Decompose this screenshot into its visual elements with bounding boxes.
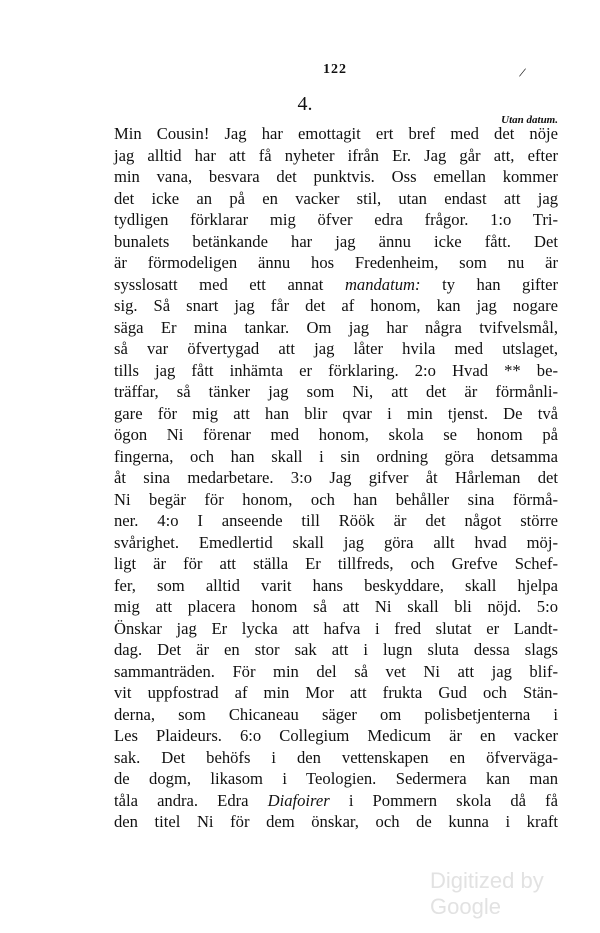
text-line (114, 188, 558, 210)
text-line (114, 209, 558, 231)
text-line (114, 274, 558, 296)
margin-mark: / (517, 65, 527, 82)
text-line (114, 123, 558, 145)
text-line-content: säga Er mina tankar. Om jag har några tvifvelsmål, (114, 317, 558, 337)
text-line (114, 618, 558, 640)
text-line-content: Önskar jag Er lycka att hafva i fred slutat er Landt- (114, 618, 558, 638)
text-line-content: sig. Så snart jag får det af honom, kan jag nogare (114, 296, 558, 315)
text-line (114, 747, 558, 769)
text-line-content: gare för mig att han blir qvar i min tjenst. De två (114, 403, 558, 423)
text-line (114, 811, 558, 833)
text-line-content: mig att placera honom så att Ni skall bli nöjd. 5:o (114, 597, 558, 616)
text-line (114, 553, 558, 575)
text-line (114, 145, 558, 167)
text-line (114, 510, 558, 532)
text-line (114, 446, 558, 468)
text-line-content: tydligen förklarar mig öfver edra frågor. 1:o Tri- (114, 210, 558, 229)
text-line-content: dag. Det är en stor sak att i lugn sluta dessa slags (114, 640, 558, 659)
text-line-content: sammanträden. För min del så vet Ni att jag blif- (114, 661, 558, 681)
text-line-content: åt sina medarbetare. 3:o Jag gifver åt Hårleman det (114, 468, 558, 487)
text-line-content: bunalets betänkande har jag ännu icke fått. Det (114, 231, 558, 251)
text-line-content: ligt är för att ställa Er tillfreds, och Grefve Schef- (114, 554, 558, 573)
text-line (114, 790, 558, 812)
text-line-content: tills jag fått inhämta er förklaring. 2:o Hvad ** be- (114, 360, 558, 380)
text-line-content: är förmodeligen ännu hos Fredenheim, som nu är (114, 253, 558, 272)
text-line (114, 317, 558, 339)
text-line-content: fingerna, och han skall i sin ordning göra detsamma (114, 446, 558, 466)
text-line (114, 768, 558, 790)
text-line (114, 596, 558, 618)
date-note: Utan datum. (501, 114, 558, 126)
text-line (114, 467, 558, 489)
text-line-content: tåla andra. Edra Diafoirer i Pommern skola då få (114, 790, 558, 810)
text-line (114, 725, 558, 747)
text-line-content: det icke an på en vacker stil, utan endast att jag (114, 188, 558, 208)
text-line-content: ner. 4:o I anseende till Röök är det något större (114, 511, 558, 530)
text-line-content: sysslosatt med ett annat mandatum: ty han gifter (114, 274, 558, 294)
text-line (114, 575, 558, 597)
text-line (114, 231, 558, 253)
text-line (114, 661, 558, 683)
text-line (114, 682, 558, 704)
text-line-content: jag alltid har att få nyheter ifrån Er. Jag går att, efter (114, 145, 558, 165)
text-line-content: Les Plaideurs. 6:o Collegium Medicum är en vacker (114, 726, 558, 745)
watermark: Digitized by Google (430, 868, 544, 919)
text-line (114, 704, 558, 726)
text-line-content: Ni begär för honom, och han behåller sina förmå- (114, 489, 558, 509)
page-number: 122 (323, 62, 347, 77)
letter-body (114, 123, 558, 833)
text-line (114, 424, 558, 446)
text-line-content: Min Cousin! Jag har emottagit ert bref med det nöje (114, 124, 558, 143)
text-line-content: träffar, så tänker jag som Ni, att det är förmånli- (114, 382, 558, 401)
letter-number: 4. (297, 93, 313, 115)
text-line (114, 489, 558, 511)
text-line-content: svårighet. Emedlertid skall jag göra allt hvad möj- (114, 532, 558, 552)
text-line (114, 338, 558, 360)
text-line (114, 166, 558, 188)
text-line (114, 381, 558, 403)
text-line (114, 532, 558, 554)
text-line-content: derna, som Chicaneau säger om polisbetjenterna i (114, 704, 558, 724)
text-line-content: så var öfvertygad att jag låter hvila med utslaget, (114, 339, 558, 358)
text-line-content: min vana, besvara det punktvis. Oss emellan kommer (114, 167, 558, 186)
text-line-content: vit uppfostrad af min Mor att frukta Gud och Stän- (114, 683, 558, 702)
text-line (114, 360, 558, 382)
text-line (114, 295, 558, 317)
text-line-content: ögon Ni förenar med honom, skola se honom på (114, 425, 558, 444)
text-line-content: den titel Ni för dem önskar, och de kunna i kraft (114, 812, 558, 831)
text-line-content: de dogm, likasom i Teologien. Sedermera kan man (114, 769, 558, 788)
text-line-content: sak. Det behöfs i den vettenskapen en öfverväga- (114, 747, 558, 767)
text-line (114, 403, 558, 425)
text-line (114, 639, 558, 661)
text-line (114, 252, 558, 274)
text-line-content: fer, som alltid varit hans beskyddare, skall hjelpa (114, 575, 558, 595)
